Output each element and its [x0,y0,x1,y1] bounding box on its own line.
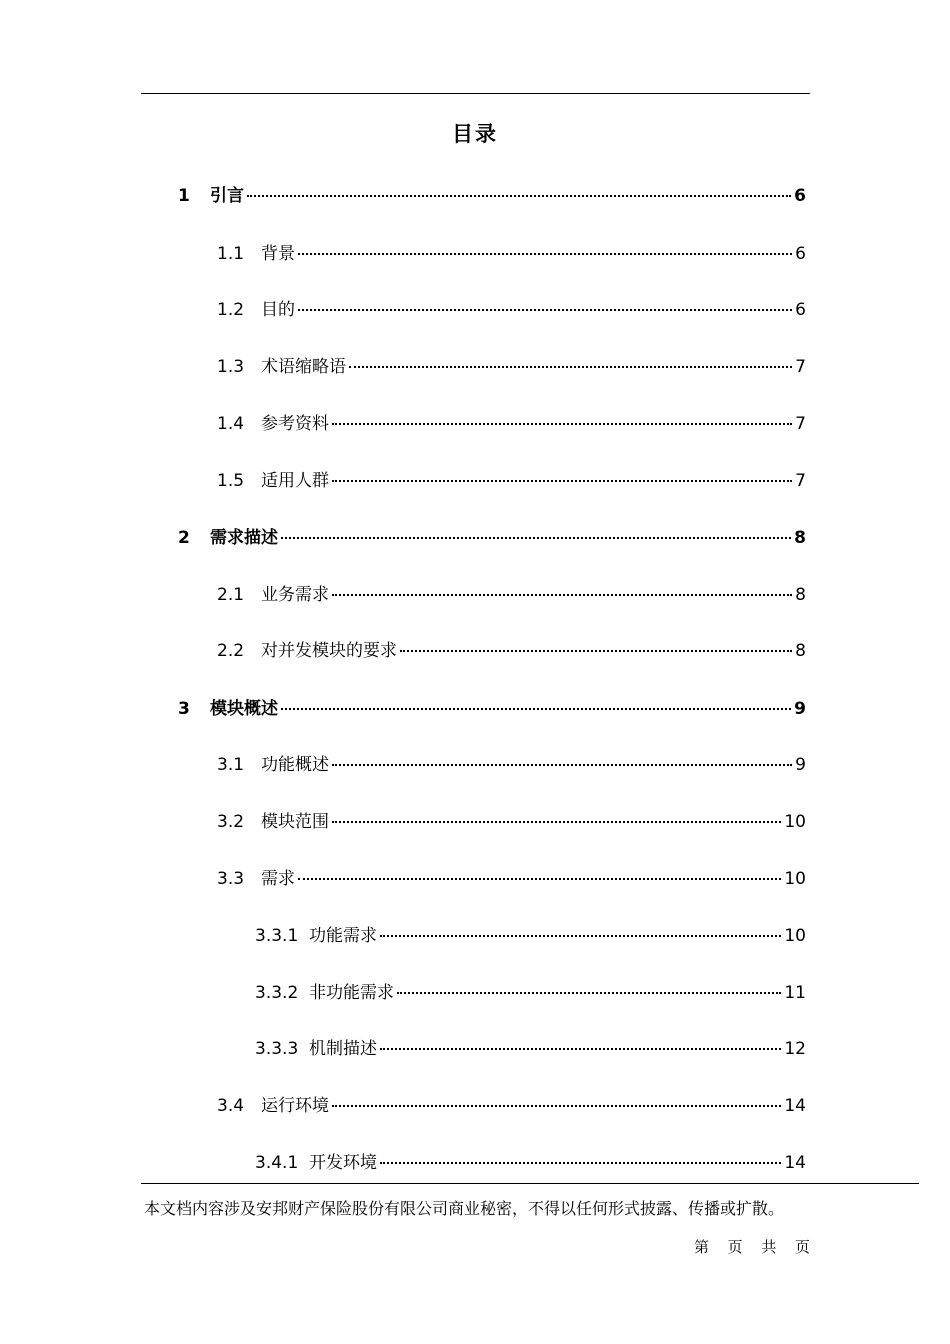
toc-entry-page: 6 [794,186,806,206]
toc-entry-number: 1.4 [217,414,245,434]
toc-entry-label: 对并发模块的要求 [261,641,397,661]
toc-entry-page: 6 [795,300,806,320]
toc-entry-page: 14 [784,1153,806,1173]
toc-entry-label: 模块范围 [261,812,329,832]
toc-entry-label: 业务需求 [261,585,329,605]
toc-entry-3-3-2[interactable] [255,981,806,1005]
toc-entry-page: 10 [784,812,806,832]
toc-dot-leader [298,253,792,255]
pager-word-di: 第 [694,1238,710,1256]
toc-entry-label: 功能概述 [261,755,329,775]
toc-entry-number: 2.1 [217,585,245,605]
toc-entry-number: 2 [178,528,190,548]
toc-entry-label: 需求描述 [210,528,278,548]
toc-entry-label: 背景 [261,244,295,264]
toc-dot-leader [332,1105,781,1107]
toc-entry-3-2[interactable] [217,810,806,834]
toc-entry-page: 6 [795,244,806,264]
toc-entry-number: 1.5 [217,471,245,491]
toc-entry-number: 1.1 [217,244,245,264]
toc-entry-page: 10 [784,869,806,889]
toc-dot-leader [298,878,781,880]
toc-entry-number: 1.2 [217,300,245,320]
toc-entry-label: 参考资料 [261,414,329,434]
toc-dot-leader [247,195,791,197]
toc-entry-2-2[interactable] [217,639,806,663]
toc-entry-label: 术语缩略语 [261,357,346,377]
toc-entry-number: 3.1 [217,755,245,775]
toc-dot-leader [332,423,792,425]
toc-entry-3-3-3[interactable] [255,1037,806,1061]
toc-entry-number: 1.3 [217,357,245,377]
toc-entry-page: 8 [794,528,806,548]
toc-entry-number: 1 [178,186,190,206]
toc-entry-number: 3 [178,699,190,719]
toc-dot-leader [400,650,792,652]
toc-title: 目录 [452,122,498,146]
toc-entry-page: 11 [784,983,806,1003]
toc-entry-3-3-1[interactable] [255,924,806,948]
toc-entry-number: 3.4.1 [255,1153,299,1173]
toc-entry-page: 9 [794,699,806,719]
toc-dot-leader [349,366,792,368]
toc-entry-number: 3.3.2 [255,983,299,1003]
footer-rule [141,1183,919,1184]
pager-word-gong: 共 [761,1238,777,1256]
toc-dot-leader [332,821,781,823]
toc-entry-page: 7 [795,471,806,491]
toc-entry-number: 3.3 [217,869,245,889]
toc-dot-leader [332,480,792,482]
pager-word-ye-total: 页 [794,1238,810,1256]
page-counter [694,1236,810,1258]
toc-dot-leader [380,1162,781,1164]
toc-entry-3-4-1[interactable] [255,1151,806,1175]
toc-entry-1-2[interactable] [217,298,806,322]
toc-entry-number: 3.4 [217,1096,245,1116]
toc-entry-1[interactable] [178,184,806,208]
toc-entry-page: 12 [784,1039,806,1059]
toc-dot-leader [332,764,792,766]
toc-dot-leader [380,1048,781,1050]
toc-entry-3-4[interactable] [217,1094,806,1118]
toc-entry-page: 8 [795,585,806,605]
toc-entry-3[interactable] [178,697,806,721]
toc-dot-leader [397,992,781,994]
toc-entry-3-3[interactable] [217,867,806,891]
toc-entry-page: 8 [795,641,806,661]
toc-entry-number: 3.3.3 [255,1039,299,1059]
toc-entry-label: 功能需求 [309,926,377,946]
toc-entry-1-5[interactable] [217,469,806,493]
toc-entry-label: 非功能需求 [309,983,394,1003]
toc-dot-leader [298,309,792,311]
toc-entry-page: 9 [795,755,806,775]
toc-entry-page: 10 [784,926,806,946]
toc-entry-label: 运行环境 [261,1096,329,1116]
toc-entry-1-3[interactable] [217,355,806,379]
toc-entry-number: 2.2 [217,641,245,661]
confidentiality-notice: 本文档内容涉及安邦财产保险股份有限公司商业秘密，不得以任何形式披露、传播或扩散。 [144,1199,785,1218]
toc-entry-label: 适用人群 [261,471,329,491]
toc-entry-page: 7 [795,414,806,434]
toc-entry-label: 引言 [210,186,244,206]
toc-entry-label: 模块概述 [210,699,278,719]
toc-entry-label: 需求 [261,869,295,889]
toc-entry-3-1[interactable] [217,753,806,777]
toc-entry-1-4[interactable] [217,412,806,436]
toc-entry-1-1[interactable] [217,242,806,266]
toc-entry-page: 7 [795,357,806,377]
toc-dot-leader [380,935,781,937]
toc-entry-2[interactable] [178,526,806,550]
toc-entry-2-1[interactable] [217,583,806,607]
toc-entry-label: 目的 [261,300,295,320]
toc-dot-leader [281,708,791,710]
toc-entry-number: 3.2 [217,812,245,832]
toc-dot-leader [281,537,791,539]
toc-dot-leader [332,594,792,596]
pager-word-ye: 页 [727,1238,743,1256]
toc-entry-label: 机制描述 [309,1039,377,1059]
toc-entry-page: 14 [784,1096,806,1116]
toc-entry-number: 3.3.1 [255,926,299,946]
toc-entry-label: 开发环境 [309,1153,377,1173]
